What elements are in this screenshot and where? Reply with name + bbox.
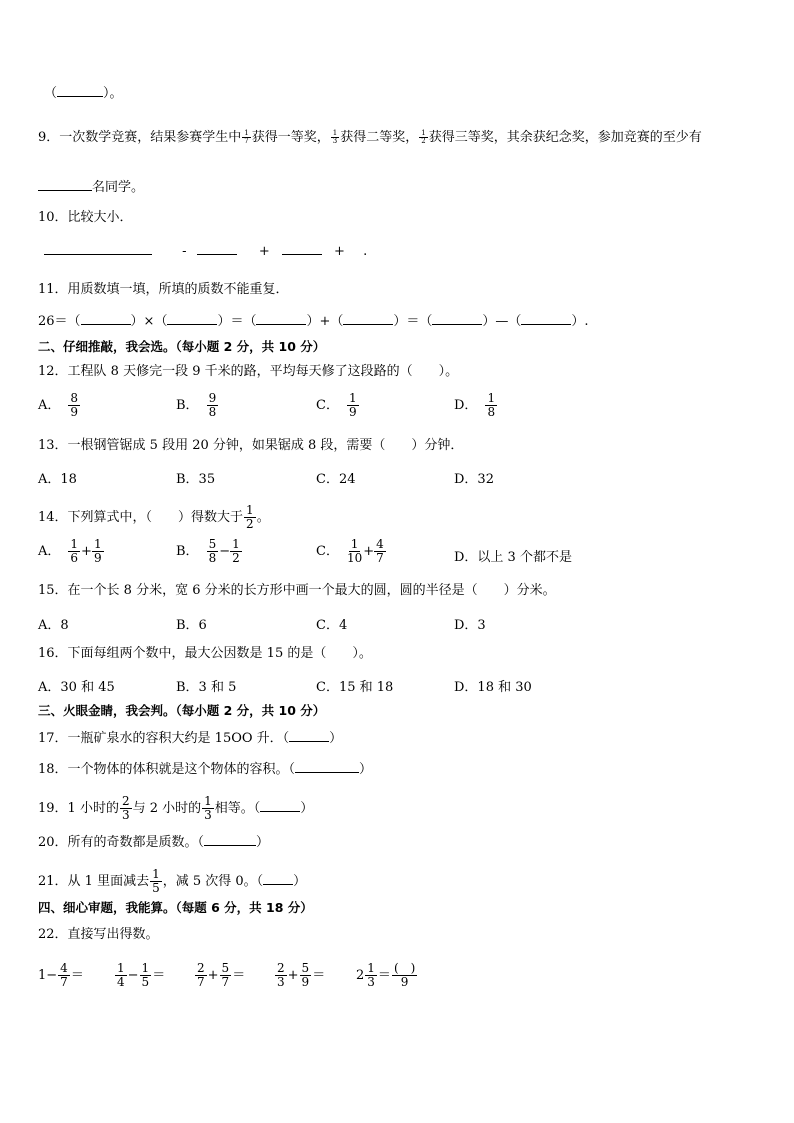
option-b[interactable]: B． $\frac{9}{8}$	[176, 391, 217, 419]
question-19: 19．1 小时的 $\frac{2}{3}$ 与 2 小时的 $\frac{1}{3}$ 相等。（ ）	[38, 794, 314, 822]
question-21: 21．从 1 里面减去 $\frac{1}{5}$ ，减 5 次得 0。（ ）	[38, 867, 307, 895]
answer-blank[interactable]	[57, 84, 103, 97]
calc-expression-2: $\frac{1}{4}$ − $\frac{1}{5}$ ＝	[117, 961, 166, 989]
answer-blank[interactable]	[295, 760, 359, 773]
question-11-expression: 26＝（ ）×（ ）＝（ ）+（ ）＝（ ）—（ ）.	[38, 314, 589, 329]
question-9: 9．一次数学竞赛，结果参赛学生中 $\frac{1}{7}$ 获得一等奖， $\frac{1}{3}$ 获得二等奖， $\frac{1}{2}$ 获得三等奖，其余获纪念奖，参加竞赛的至少有	[38, 129, 702, 145]
question-10: 10．比较大小．	[38, 210, 133, 225]
answer-blank[interactable]	[81, 312, 131, 325]
answer-fraction-blank[interactable]: ( ) 9	[393, 961, 416, 989]
option-b[interactable]: B． $\frac{5}{8}$ − $\frac{1}{2}$	[176, 537, 240, 565]
fraction: $\frac{1}{3}$	[332, 129, 338, 145]
question-13: 13．一根钢管锯成 5 段用 20 分钟，如果锯成 8 段，需要（ ）分钟．	[38, 438, 464, 453]
option-b[interactable]: B．35	[176, 472, 216, 487]
section-heading: 二、仔细推敲，我会选。（每小题 2 分，共 10 分）	[38, 339, 326, 354]
option-d[interactable]: D．18 和 30	[454, 680, 532, 695]
question-20: 20．所有的奇数都是质数。（ ）	[38, 835, 270, 850]
answer-blank[interactable]	[38, 178, 92, 191]
answer-blank[interactable]	[256, 312, 306, 325]
question-9-answer: 名同学。	[38, 178, 144, 196]
option-d[interactable]: D．32	[454, 472, 494, 487]
option-c[interactable]: C．24	[316, 472, 356, 487]
option-d[interactable]: D． $\frac{1}{8}$	[454, 391, 496, 419]
option-a[interactable]: A． $\frac{1}{6}$ + $\frac{1}{9}$	[38, 537, 102, 565]
answer-blank[interactable]	[167, 312, 217, 325]
calc-expression-5: 2 $\frac{1}{3}$ ＝ ( ) 9	[356, 961, 416, 989]
option-a[interactable]: A． $\frac{8}{9}$	[38, 391, 79, 419]
question-15: 15．在一个长 8 分米，宽 6 分米的长方形中画一个最大的圆，圆的半径是（ ）分米。	[38, 583, 556, 598]
option-c[interactable]: C．4	[316, 618, 348, 633]
answer-blank[interactable]	[289, 729, 329, 742]
answer-blank[interactable]	[263, 872, 293, 885]
question-16: 16．下面每组两个数中，最大公因数是 15 的是（ ）。	[38, 646, 372, 661]
answer-blank[interactable]	[44, 242, 152, 255]
option-c[interactable]: C． $\frac{1}{10}$ + $\frac{4}{7}$	[316, 537, 384, 565]
option-b[interactable]: B．6	[176, 618, 207, 633]
calc-expression-3: $\frac{2}{7}$ + $\frac{5}{7}$ ＝	[197, 961, 246, 989]
option-d[interactable]: D．3	[454, 618, 486, 633]
answer-blank[interactable]	[260, 799, 300, 812]
section-heading: 三、火眼金睛，我会判。（每小题 2 分，共 10 分）	[38, 703, 326, 718]
option-d[interactable]: D．以上 3 个都不是	[454, 550, 572, 565]
answer-blank[interactable]	[282, 242, 322, 255]
question-12: 12．工程队 8 天修完一段 9 千米的路，平均每天修了这段路的（ ）。	[38, 364, 459, 379]
answer-blank[interactable]	[197, 242, 237, 255]
question-14: 14．下列算式中，（ ）得数大于 $\frac{1}{2}$ 。	[38, 503, 270, 531]
fraction: $\frac{1}{2}$	[421, 129, 426, 145]
calc-expression-1: 1− $\frac{4}{7}$ ＝	[38, 961, 84, 989]
answer-blank[interactable]	[521, 312, 571, 325]
option-b[interactable]: B．3 和 5	[176, 680, 237, 695]
calc-expression-4: $\frac{2}{3}$ + $\frac{5}{9}$ ＝	[277, 961, 326, 989]
option-a[interactable]: A．30 和 45	[38, 680, 115, 695]
answer-blank[interactable]	[204, 833, 256, 846]
fraction: $\frac{1}{7}$	[244, 129, 249, 145]
question-18: 18．一个物体的体积就是这个物体的容积。（ ）	[38, 762, 373, 777]
question-17: 17．一瓶矿泉水的容积大约是 15OO 升．（ ）	[38, 731, 343, 746]
section-heading: 四、细心审题，我能算。（每题 6 分，共 18 分）	[38, 900, 313, 915]
option-c[interactable]: C．15 和 18	[316, 680, 394, 695]
answer-blank[interactable]	[343, 312, 393, 325]
question-11: 11．用质数填一填，所填的质数不能重复．	[38, 282, 289, 297]
question-22: 22．直接写出得数。	[38, 927, 159, 942]
question-10-blanks: - + + .	[44, 242, 367, 260]
q8-answer-line: （ ）。	[44, 86, 123, 101]
option-a[interactable]: A．8	[38, 618, 69, 633]
option-c[interactable]: C． $\frac{1}{9}$	[316, 391, 357, 419]
answer-blank[interactable]	[432, 312, 482, 325]
option-a[interactable]: A．18	[38, 472, 77, 487]
